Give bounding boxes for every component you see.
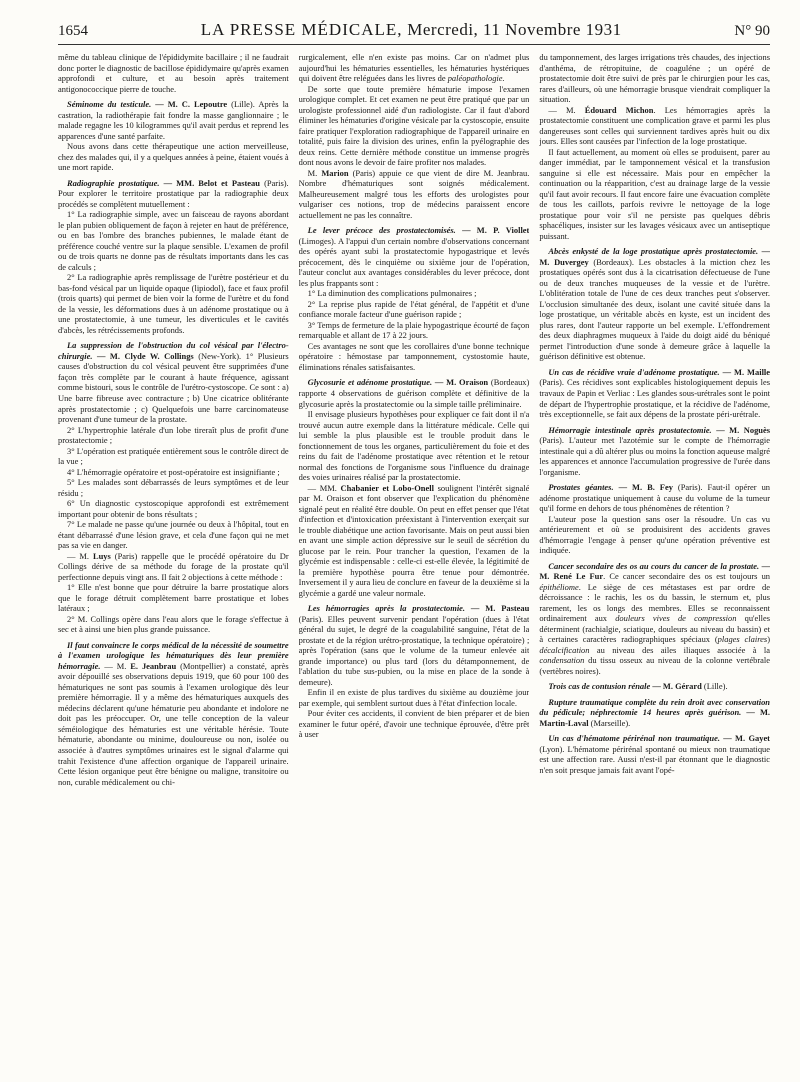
italic-term: décalcification bbox=[539, 644, 590, 655]
section-title: Un cas de récidive vraie d'adénome prostatique. bbox=[548, 366, 720, 377]
section-author: E. Jeanbrau bbox=[130, 660, 177, 671]
paragraph-text: rurgicalement, elle n'en existe pas moins. Car on n'admet plus aujourd'hui les hématuries essentielles, les hématuries hystériques qui doivent être reléguées dans les livres de bbox=[298, 52, 530, 84]
paragraph: 2° L'hypertrophie latérale d'un lobe tireraît plus de profit d'une prostatectomie ; bbox=[58, 424, 289, 446]
issue-number: N° 90 bbox=[734, 23, 770, 39]
column-3 bbox=[539, 52, 770, 1070]
paragraph: L'auteur pose la question sans oser la résoudre. Un cas vu antérieurement et où se produisirent des accidents graves d'hémorragie l'engage à penser qu'une opération préventive est indiquée. bbox=[539, 513, 771, 556]
article-columns bbox=[58, 52, 770, 1070]
section-title: La suppression de l'obstruction du col vésical par l'électro-chirurgie. bbox=[58, 340, 289, 361]
section-text: (New-York). 1° Plusieurs causes d'obstruction du col vésical peuvent être supprimées d'une façon très complète par le courant à haute fréquence, agissant comme bistouri, sous le contrôle de l'urétro-cystoscope. Ce sont : a) Une barre fibreuse avec contracture ; b) Une cicatrice oblitérante après prostatectomie ; c) Quelquefois une barre carcinomateuse provenant d'une tumeur de la prostate. bbox=[58, 350, 289, 425]
author-name: Chabanier et Lobo-Onell bbox=[340, 482, 434, 493]
section-text: qu'elles déterminent (rachialgie, sciatique, douleurs au niveau du bassin) et à certaines caractères radiographiques spéciaux ( bbox=[539, 613, 771, 645]
author-name: Marion bbox=[321, 167, 349, 178]
section-text: (Paris). Faut-il opérer un adénome prostatique uniquement à cause du volume de la tumeur qu'il forme en dehors de tous phénomènes de rétention ? bbox=[539, 482, 771, 514]
paragraph bbox=[299, 483, 530, 599]
section-author: — M. Gayet bbox=[719, 733, 770, 744]
section-author: — MM. Belot et Pasteau bbox=[163, 177, 260, 188]
section-hemorragies bbox=[299, 603, 530, 687]
section-author: — M. René Le Fur bbox=[539, 560, 771, 582]
section-text: (Lille). Après la castration, la radiothérapie fait fondre la masse ganglionnaire ; le malade regagne les 10 kilogrammes qu'il avait perdus et reprend les apparences d'une santé parfaite. bbox=[58, 99, 289, 141]
section-text: (Paris). Elles peuvent survenir pendant l'opération (dues à l'état général du sujet, le degré de la coagulabilité sanguine, l'état de la prostate et de la région urétro-prostatique, la technique opératoire) ; après l'opération (sans que le volume de la tumeur enlevée ait grande importance) ou plus tard (lors du détamponnement, de l'ablation du tube sus-pubien, ou la mise en place de la sonde à demeure). bbox=[298, 613, 530, 687]
italic-term: condensation bbox=[539, 655, 585, 666]
paragraph-text: soulignent l'intérêt signalé par M. Oraison et font observer que l'explication du phénomène signalé peut en réalité être double. On peut en effet penser que l'état d'infection et d'intoxication préexistant à l'intervention exerçait sur le trouble diabétique une action favorisante. Mais on peut aussi bien en avant une simple action dépressive sur le seuil de sécrétion du glucose par le rein. Pour trancher la question, l'examen de la glycémie est indispensable : celle-ci est-elle élevée, la légitimité de la première hypothèse pourra être tenue pour démontrée. Inversement il y aura lieu de conclure en faveur de la deuxième si la glycémie a gardé une valeur normale. bbox=[298, 482, 530, 598]
section-title: Glycosurie et adénome prostatique. bbox=[307, 377, 433, 388]
paragraph: même du tableau clinique de l'épididymite bacillaire ; il ne faudrait donc porter le diagnostic de bacillose épididymaire qu'après examen approfondi et culture, et au besoin après traitement antigonococcique pierre de touche. bbox=[58, 52, 289, 94]
section-author: — M. Duvergey bbox=[539, 246, 771, 267]
paragraph-text: (Paris) rappelle que le procédé opératoire du Dr Collings dérive de sa méthode du forage de la prostate qu'il perfectionne depuis vingt ans. Il fait 2 objections à cette méthode : bbox=[58, 550, 289, 582]
paragraph-text: (Paris) appuie ce que vient de dire M. Jeanbrau. Nombre d'hématuriques sont soignés médicalement. Malheureusement malgré tous les efforts des urologistes pour vulgariser ces notions, trop de médecins paraissent encore actuellement ne pas les connaître. bbox=[298, 167, 530, 220]
page-header bbox=[58, 20, 770, 42]
section-title: Les hémorragies après la prostatectomie. bbox=[307, 603, 466, 614]
dash: — MM. bbox=[307, 482, 341, 493]
section-title: Il faut convaincre le corps médical de la nécessité de soumettre à l'examen urologique les hématuriques dès leur première hémorragie. bbox=[58, 639, 289, 671]
section-title: Un cas d'hématome périrénal non traumatique. bbox=[548, 733, 720, 744]
section-author: — M. Pasteau bbox=[465, 603, 530, 614]
dash: — M. bbox=[67, 550, 93, 561]
paragraph: 3° Temps de fermeture de la plaie hypogastrique écourté de façon remarquable et allant de 17 à 22 jours. bbox=[298, 319, 530, 341]
paragraph: Il faut actuellement, au moment où elles se produisent, parer au danger immédiat, par le tamponnement vésical et la transfusion sanguine si elle est nécessaire. Mais pour en empêcher la continuation ou la réapparition, c'est au drainage large de la vessie qu'il faut avoir recours. Il faut encore faire une évacuation complète de tous les caillots, parfois revivre le nettoyage de la loge prostatique pour voir s'il ne persiste pas quelques débris sphacéliques, insister sur les lavages vésicaux avec un antiseptique puissant. bbox=[539, 146, 771, 241]
section-text: (Paris). Ces récidives sont explicables histologiquement depuis les travaux de Papin et Verliac : Les glandes sous-urétrales sont le point de départ de l'hypertrophie prostatique, et la récidive de l'adénome, très exceptionnelle, se fait aux dépens de la prostate péri-urétrale. bbox=[539, 377, 771, 420]
section-title: Hémorragie intestinale après prostatectomie. bbox=[548, 424, 712, 435]
dash: — M. bbox=[100, 660, 131, 671]
section-text: au niveau des ailes iliaques associée à la bbox=[589, 644, 771, 655]
column-1 bbox=[58, 52, 289, 1070]
paragraph-text: . Les hémorragies après la prostatectomie constituent une complication grave et parmi les plus dangereuses sont celles qui surviennent tardives après huit ou dix jours. Elles sont causées par l'infection de la loge prostatique. bbox=[539, 104, 771, 147]
section-hemorragie-intestinale bbox=[539, 425, 770, 478]
italic-term: douleurs vives de compression bbox=[615, 613, 737, 624]
section-author: — M. Gérard bbox=[650, 681, 702, 692]
journal-title bbox=[201, 20, 622, 40]
paragraph bbox=[299, 168, 530, 221]
paragraph: De sorte que toute première hématurie impose l'examen urologique complet. Et cet examen ne peut être pratiqué que par un urologiste professionnel aidé d'un radiologiste. Car il faut d'abord éliminer les hématuries d'origine vésicale par la cystoscopie, ensuite faire pratiquer l'exploration radiographique de l'appareil urinaire en totalité, puis faire la division des urines, enfin la pyélographie des deux reins. Cette dernière méthode constitue un immense progrès dont nous avons le devoir de faire profiter nos malades. bbox=[298, 83, 530, 168]
section-hematuriques bbox=[58, 640, 289, 787]
paragraph: 2° La radiographie après remplissage de l'urètre postérieur et du bas-fond vésical par un liquide opaque (lipiodol), face et faux profil (trois quarts) qui permet de bien voir la forme de l'urètre et du fond de la vessie, les déformations dues à un adénome prostatique ou à une prostatectomie, à une tumeur, les diverticules et le cavités d'abcès, les rétrécissements profonds. bbox=[58, 272, 289, 335]
section-text: (Marseille). bbox=[588, 717, 631, 728]
paragraph: Ces avantages ne sont que les corollaires d'une bonne technique opératoire : hémostase par tamponnement, cystostomie haute, éliminations rénales satisfaisantes. bbox=[298, 340, 530, 372]
section-seminome bbox=[58, 99, 289, 141]
section-text: (Bordeaux). Les obstacles à la miction chez les prostatiques opérés sont dus à la cicatrisation défectueuse de l'une ou de deux tranches muqueuses de la vessie et de l'urètre. L'oblitération totale de l'une de ces deux tranches peut s'observer. L'occlusion simultanée des deux, isolant une cavité située dans la loge prostatique, un véritable abcès en kyste, est un incident des plus rares, dont l'auteur rapporte un bel exemple. L'effondrement des deux diaphragmes muqueux à l'aide du doigt aidé du béniqué permet l'introduction d'une sonde à demeure grâce à laquelle la guérison définitive est obtenue. bbox=[539, 256, 771, 362]
paragraph: 6° Un diagnostic cystoscopique approfondi est extrêmement important pour obtenir de bons résultats ; bbox=[58, 498, 289, 519]
section-title: Trois cas de contusion rénale bbox=[548, 681, 651, 692]
paragraph: Pour éviter ces accidents, il convient de bien préparer et de bien examiner le futur opéré, d'avoir une technique éprouvée, d'être prêt à user bbox=[298, 708, 530, 740]
section-text: (Bordeaux) rapporte 4 observations de guérison complète et définitive de la glycosurie après la prostatectomie ou la simple taille préliminaire. bbox=[298, 377, 530, 409]
section-author: — M. Maille bbox=[719, 366, 771, 377]
section-electro-chirurgie bbox=[58, 340, 289, 424]
paragraph: Il envisage plusieurs hypothèses pour expliquer ce fait dont il n'a trouvé aucun autre exemple dans la littérature médicale. Celle qui lui semble la plus plausible est le trouble produit dans le fonctionnement de tous les organes, particulièrement du foie et des reins du fait de l'adénome prostatique avec rétention et le retour normal des fonctions de l'organisme sous l'influence du drainage des voies urinaires réalisé par la prostatectomie. bbox=[298, 409, 530, 483]
page-number: 1654 bbox=[58, 23, 88, 39]
section-text: (Montpellier) a constaté, après avoir dépouillé ses observations depuis 1919, que 60 pour 100 des hématuriques ne sont pas soumis à l'examen urologique dès leur première hémorragie. Il y a même des hématuriques auxquels des médecins déclarent qu'une hématurie peu abondante et indolore ne doit pas les préoccuper. Or, une telle conception de la valeur séméiologique des hématuries est une véritable hérésie. Toute hématurie, abondante ou minime, douloureuse ou non, isolée ou associée à d'autres symptômes urinaires est le signal d'alarme qui trahit l'existence d'une affection organique de l'appareil urinaire. Cette lésion organique peut être bénigne ou maligne, transitoire ou non, curable médicalement ou chi- bbox=[58, 660, 289, 787]
paragraph: 7° Le malade ne passe qu'une journée ou deux à l'hôpital, tout en étant débarrassé d'une lésion grave, et cela d'une façon qui ne met pas sa vie en danger. bbox=[58, 519, 289, 551]
section-title: Séminome du testicule. bbox=[67, 99, 152, 110]
section-radiographie bbox=[58, 178, 289, 210]
section-title: Rupture traumatique complète du rein droit avec conservation du pédicule; néphrectomie 14 heures après guérison. bbox=[539, 696, 771, 718]
section-author: — M. Oraison bbox=[432, 377, 489, 388]
paragraph: 1° Elle n'est bonne que pour détruire la barre prostatique alors que le forage détruit complètement barre prostatique et lobes latéraux ; bbox=[58, 582, 289, 614]
section-text: (Paris). Pour explorer le territoire prostatique par la radiographie deux procédés se complètent mutuellement : bbox=[58, 177, 289, 209]
section-prostates-geantes bbox=[539, 482, 770, 514]
section-recidive bbox=[539, 367, 770, 420]
dash: — M. bbox=[548, 104, 585, 115]
section-abces bbox=[539, 246, 770, 362]
header-rule bbox=[58, 44, 770, 45]
section-author: — M. Noguès bbox=[711, 424, 771, 435]
paragraph bbox=[58, 551, 289, 583]
section-cancer-secondaire bbox=[539, 561, 770, 677]
section-hematome bbox=[539, 733, 770, 775]
prefix: M. bbox=[307, 167, 322, 178]
section-text: du tissu osseux au niveau de la colonne vertébrale (vertèbres noires). bbox=[539, 655, 771, 676]
paragraph: 2° La reprise plus rapide de l'état général, de l'appétit et d'une confiance morale facteur d'une guérison rapide ; bbox=[298, 298, 530, 320]
section-title: Abcès enkysté de la loge prostatique après prostatectomie. bbox=[548, 246, 759, 257]
section-title: Prostates géantes. bbox=[548, 482, 614, 493]
paragraph: Enfin il en existe de plus tardives du sixième au douzième jour par exemple, qui semblent surtout dues à l'état d'infection locale. bbox=[298, 687, 530, 708]
paragraph bbox=[539, 105, 770, 147]
section-text: (Paris). L'auteur met l'azotémie sur le compte de l'hémorragie intestinale qui a dû altérer plus ou moins la fonction aqueuse malgré les apparences et annonce l'accumulation progressive de l'urée dans l'organisme. bbox=[539, 435, 771, 477]
section-author: — M. C. Lepoutre bbox=[155, 99, 228, 110]
section-rupture-rein bbox=[539, 697, 770, 729]
paragraph: Nous avons dans cette thérapeutique une action merveilleuse, chez des malades qui, il y a quelques années à peine, étaient voués à une mort rapide. bbox=[58, 141, 289, 173]
italic-term: épithéliome bbox=[539, 581, 579, 592]
section-contusion-renale bbox=[539, 681, 770, 692]
italic-term: paléopathologie. bbox=[447, 73, 505, 84]
section-lever-precoce bbox=[299, 225, 530, 288]
column-2 bbox=[299, 52, 530, 1070]
section-title: Radiographie prostatique. bbox=[67, 177, 160, 188]
paragraph: 5° Les malades sont débarrassés de leurs symptômes et de leur résidu ; bbox=[58, 477, 289, 498]
paragraph: 1° La radiographie simple, avec un faisceau de rayons abordant le plan pubien obliquement de façon à rejeter en haut de préférence, ou en bas l'ombre des branches pubiennes, le malade étant de préférence couché ventre sur la plaque sensible. L'examen de profil ou de trois quarts ne donne pas de résultats importants dans les cas de calculs ; bbox=[58, 209, 289, 272]
author-name: Édouard Michon bbox=[584, 104, 654, 115]
journal-name: LA PRESSE MÉDICALE, bbox=[200, 20, 403, 39]
author-name: Luys bbox=[92, 550, 111, 561]
section-author: — M. B. Fey bbox=[613, 482, 673, 493]
section-author: — M. Clyde W. Collings bbox=[96, 350, 194, 361]
section-text: (Lille). bbox=[701, 681, 728, 692]
section-title: Le lever précoce des prostatectomisés. bbox=[307, 225, 456, 236]
paragraph: 1° La diminution des complications pulmonaires ; bbox=[307, 288, 477, 299]
section-author: — M. Martin-Laval bbox=[539, 707, 771, 728]
issue-date: Mercredi, 11 Novembre 1931 bbox=[407, 20, 622, 39]
paragraph: 2° M. Collings opère dans l'eau alors que le forage s'effectue à sec et à ainsi une bien plus grande puissance. bbox=[58, 613, 289, 635]
section-author: — M. P. Viollet bbox=[455, 225, 530, 236]
paragraph: 4° L'hémorragie opératoire et post-opératoire est insignifiante ; bbox=[67, 466, 280, 477]
italic-term: plages claires bbox=[717, 634, 768, 645]
section-text: (Lyon). L'hématome périrénal spontané ou mieux non traumatique est une affection rare. Aussi n'est-il par étonnant que le diagnostic n'en soit presque jamais fait avant l'opé- bbox=[539, 743, 771, 775]
paragraph bbox=[299, 52, 530, 84]
section-text: ) bbox=[767, 634, 771, 645]
section-text: (Limoges). A l'appui d'un certain nombre d'observations concernant des opérés ayant subi la prostatectomie hypogastrique et levés précocement, dès le cinquième ou sixième jour de l'opération, l'auteur conclut aux avantages considérables du lever précoce, dont les plus frappants sont : bbox=[298, 235, 530, 288]
section-text: . Ce cancer secondaire des os est toujours un bbox=[603, 571, 771, 582]
section-title: Cancer secondaire des os au cours du cancer de la prostate. bbox=[548, 560, 760, 571]
section-glycosurie bbox=[299, 377, 530, 409]
paragraph: 3° L'opération est pratiquée entièrement sous le contrôle direct de la vue ; bbox=[58, 445, 289, 467]
section-text: . Le siège de ces métastases est par ordre de décroissance : le rachis, les os du bassin, le sternum et, plus rarement, les os longs des membres. Elles se reconnaissent ordinairement aux bbox=[539, 581, 771, 624]
paragraph: du tamponnement, des larges irrigations très chaudes, des injections d'anthéma, de rétropituine, de coaguléne ; un opéré de prostatectomie doit être suivi de près par le chirurgien pour les cas, rares d'ailleurs, où une hémorragie brusque viendrait compliquer la situation. bbox=[539, 52, 771, 105]
